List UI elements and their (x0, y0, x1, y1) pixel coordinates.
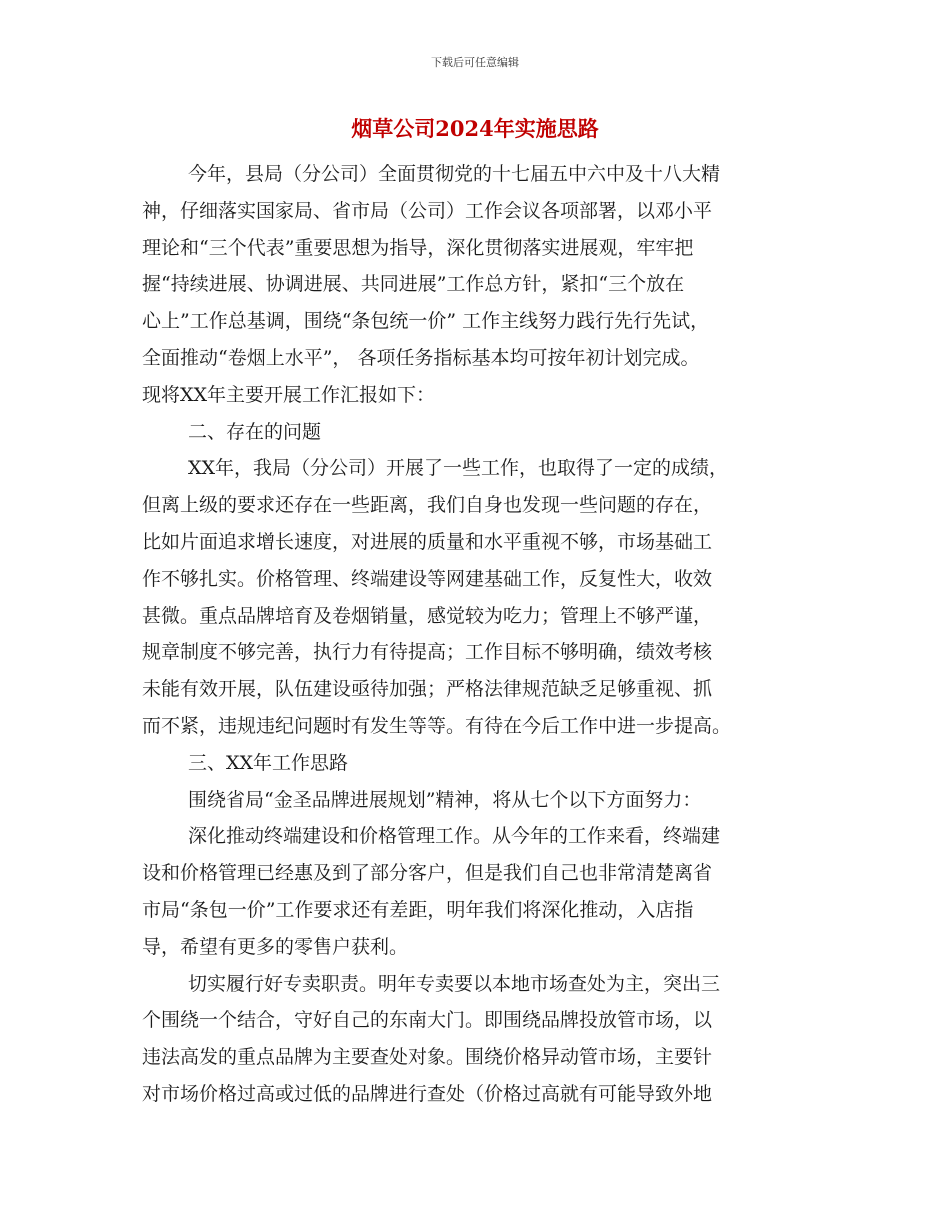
text-line: XX年，我局（分公司）开展了一些工作，也取得了一定的成绩， (188, 457, 729, 480)
text-line: 违法高发的重点品牌为主要查处对象。围绕价格异动管市场，主要针 (142, 1046, 713, 1069)
text-line: 理论和“三个代表”重要思想为指导，深化贯彻落实进展观，牢牢把 (142, 236, 694, 259)
text-line: 心上”工作总基调，围绕“条包统一价” 工作主线努力践行先行先试， (142, 310, 710, 333)
text-line: 导，希望有更多的零售户获利。 (142, 935, 409, 958)
text-line: 市局“条包一价”工作要求还有差距，明年我们将深化推动，入店指 (142, 898, 694, 921)
text-line: 规章制度不够完善，执行力有待提高；工作目标不够明确，绩效考核 (142, 641, 713, 664)
text-line: 二、存在的问题 (188, 420, 322, 443)
text-line: 对市场价格过高或过低的品牌进行查处（价格过高就有可能导致外地 (142, 1082, 713, 1105)
document-body (142, 156, 804, 1113)
text-line: 但离上级的要求还存在一些距离，我们自身也发现一些问题的存在， (142, 494, 713, 517)
text-line: 现将XX年主要开展工作汇报如下： (142, 383, 436, 406)
text-line: 作不够扎实。价格管理、终端建设等网建基础工作，反复性大，收效 (142, 567, 713, 590)
text-line: 设和价格管理已经惠及到了部分客户，但是我们自己也非常清楚离省 (142, 862, 713, 885)
text-line: 深化推动终端建设和价格管理工作。从今年的工作来看，终端建 (188, 825, 721, 848)
header-note: 下载后可任意编辑 (431, 56, 519, 69)
text-line: 神，仔细落实国家局、省市局（公司）工作会议各项部署，以邓小平 (142, 199, 713, 222)
text-line: 全面推动“卷烟上水平”， 各项任务指标基本均可按年初计划完成。 (142, 346, 700, 369)
text-line: 握“持续进展、协调进展、共同进展”工作总方针，紧扣“三个放在 (142, 273, 685, 296)
text-line: 未能有效开展，队伍建设亟待加强；严格法律规范缺乏足够重视、抓 (142, 678, 713, 701)
text-line: 今年，县局（分公司）全面贯彻党的十七届五中六中及十八大精 (188, 163, 721, 185)
text-line: 甚微。重点品牌培育及卷烟销量，感觉较为吃力；管理上不够严谨， (142, 604, 713, 627)
text-line: 而不紧，违规违纪问题时有发生等等。有待在今后工作中进一步提高。 (142, 714, 732, 737)
document-title: 烟草公司2024年实施思路 (351, 116, 599, 141)
text-line: 比如片面追求增长速度，对进展的质量和水平重视不够，市场基础工 (142, 530, 713, 553)
text-line: 个围绕一个结合，守好自己的东南大门。即围绕品牌投放管市场，以 (142, 1009, 713, 1032)
text-line: 三、XX年工作思路 (188, 751, 349, 774)
text-line: 围绕省局“金圣品牌进展规划”精神，将从七个以下方面努力： (188, 788, 702, 811)
text-line: 切实履行好专卖职责。明年专卖要以本地市场查处为主，突出三 (188, 972, 721, 995)
